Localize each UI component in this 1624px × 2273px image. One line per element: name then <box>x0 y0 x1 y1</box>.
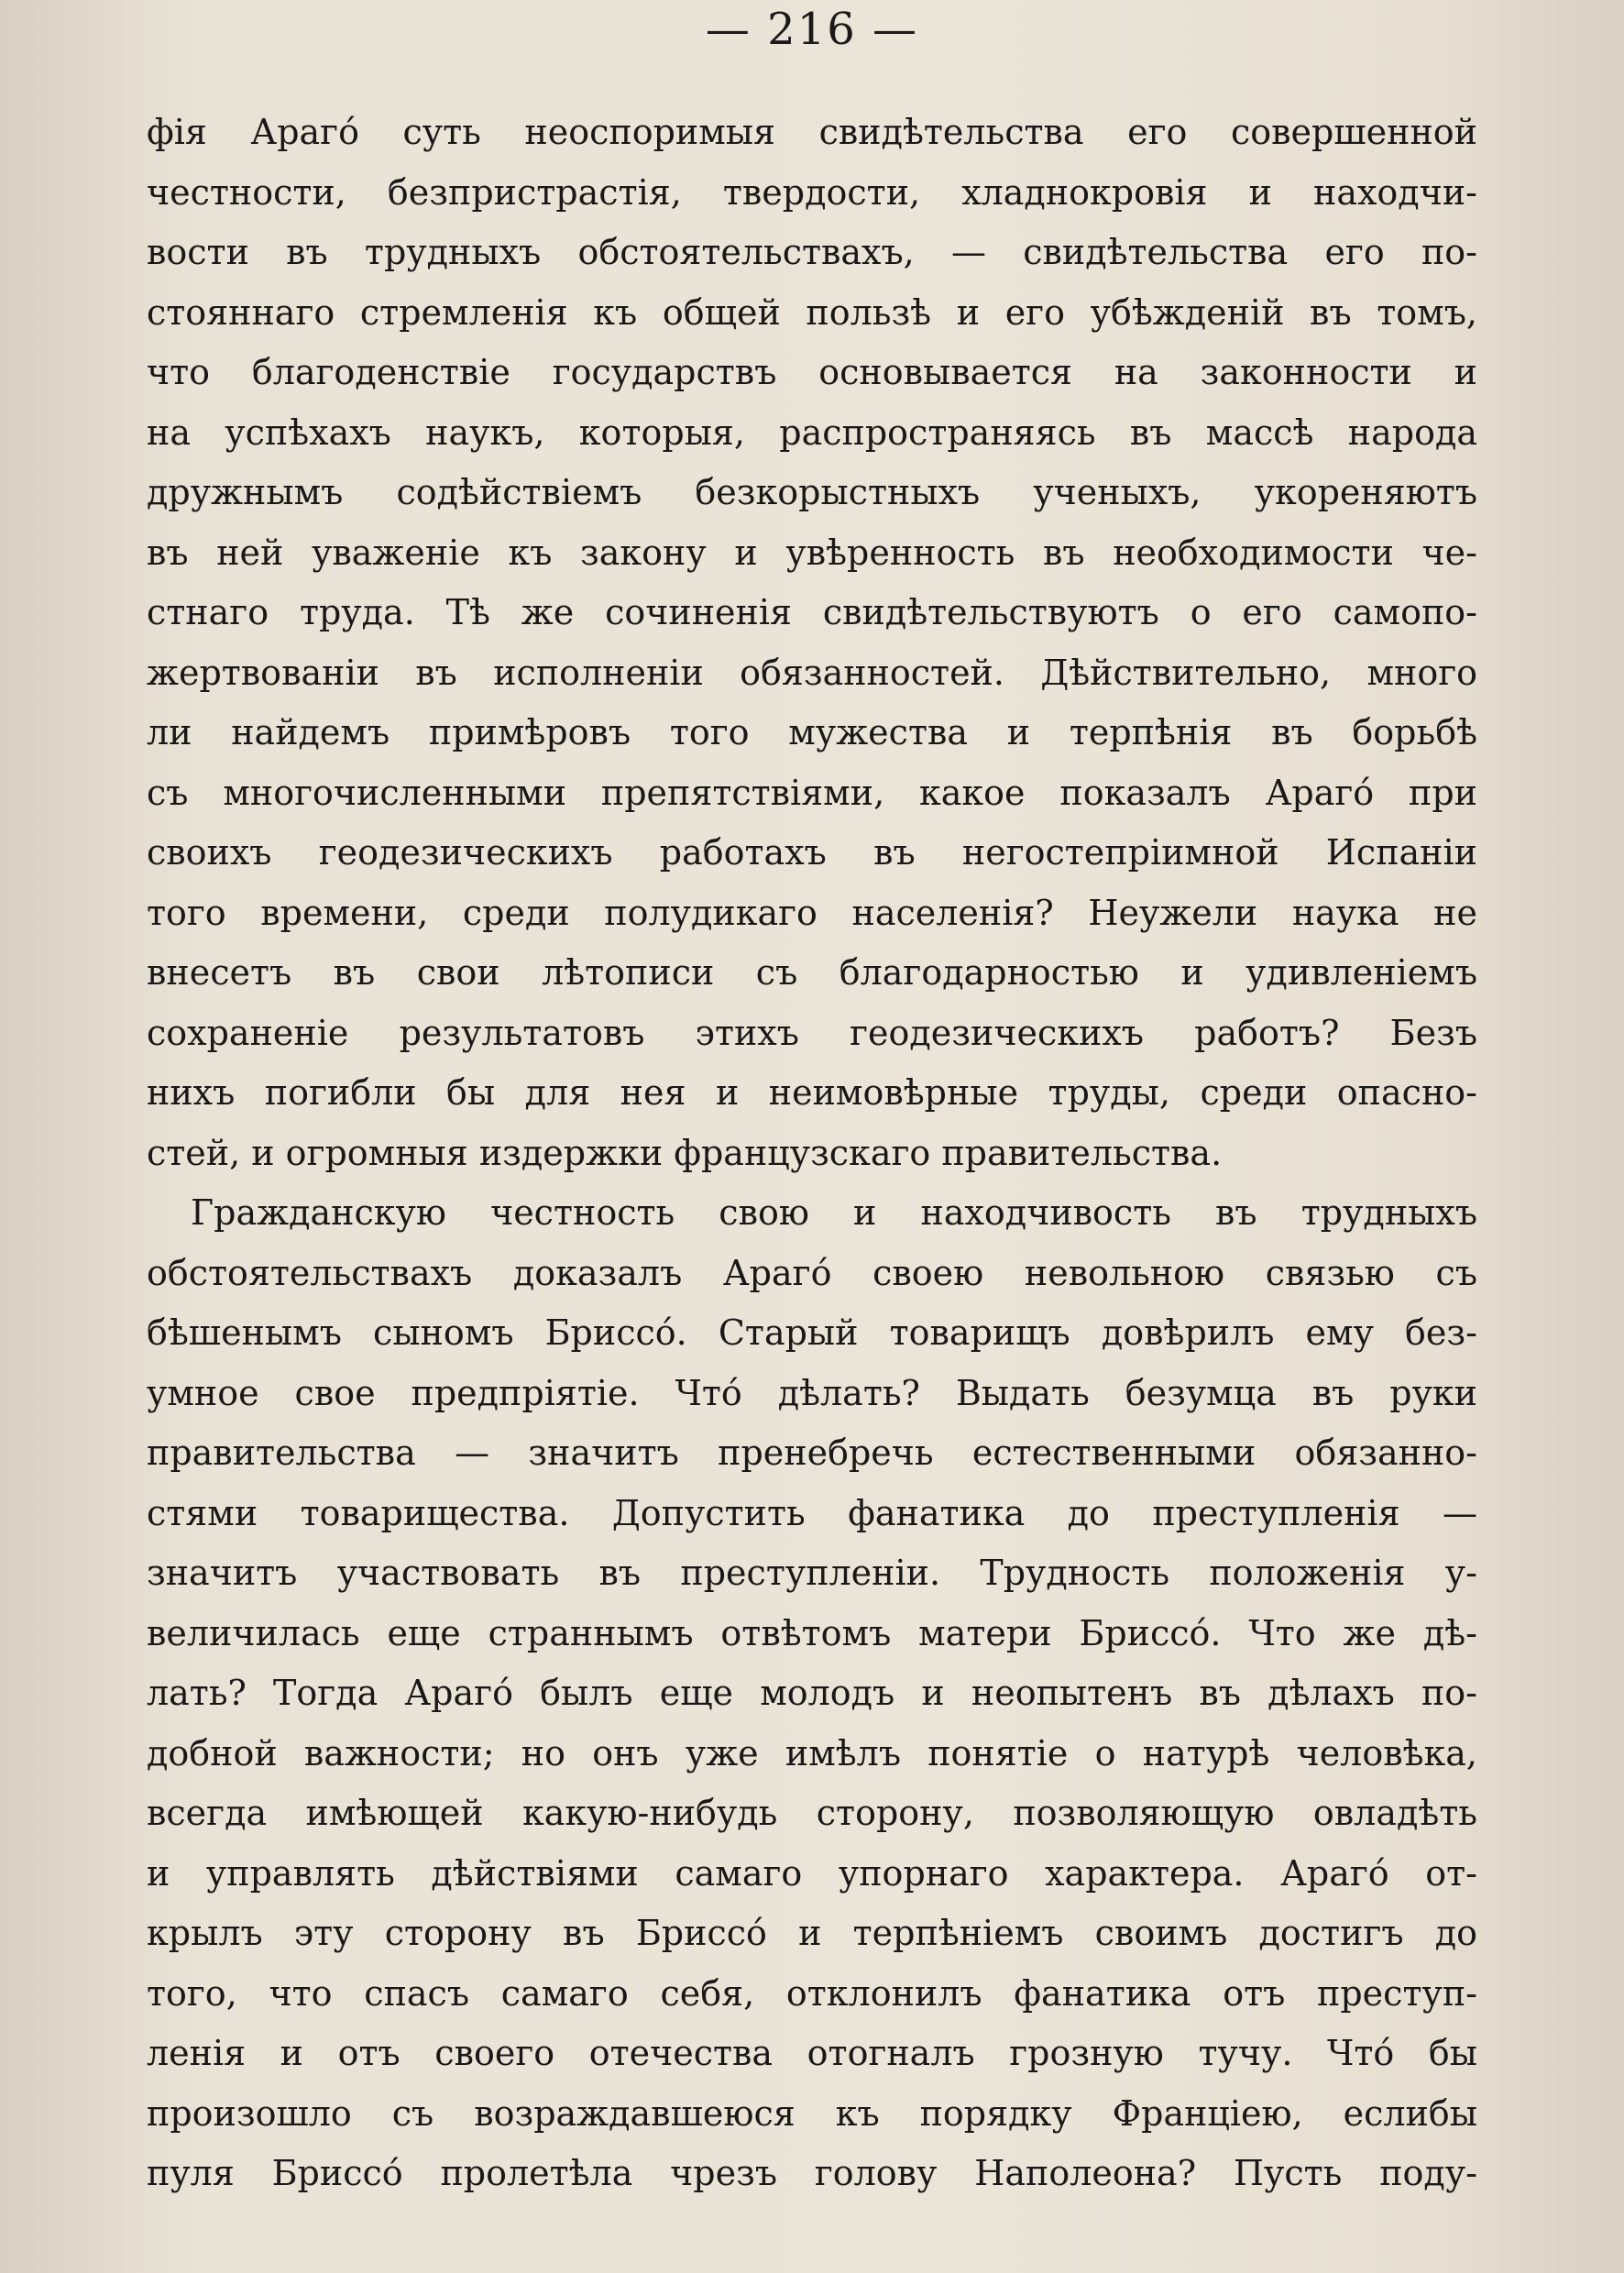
text-line: внесетъ въ свои лѣтописи съ благодарностью и удивленіемъ <box>147 952 1477 993</box>
text-line: того времени, среди полудикаго населенія? Неужели наука не <box>147 892 1477 933</box>
text-line: ли найдемъ примѣровъ того мужества и терпѣнія въ борьбѣ <box>147 712 1477 752</box>
text-line: ленія и отъ своего отечества отогналъ грозную тучу. Что́ бы <box>147 2033 1477 2073</box>
text-line: умное свое предпріятіе. Что́ дѣлать? Выдать безумца въ руки <box>147 1372 1477 1413</box>
paragraph-1 <box>147 103 1477 1183</box>
text-line: въ ней уваженіе къ закону и увѣренность въ необходимости че- <box>147 532 1477 573</box>
text-line: дружнымъ содѣйствіемъ безкорыстныхъ ученыхъ, укореняютъ <box>147 472 1477 512</box>
text-line: того, что спасъ самаго себя, отклонилъ фанатика отъ преступ- <box>147 1972 1477 2014</box>
text-line: фія Араго́ суть неоспоримыя свидѣтельства его совершенной <box>147 112 1477 152</box>
text-line: стей, и огромныя издержки французскаго правительства. <box>147 1132 1223 1173</box>
paragraph-2 <box>147 1183 1477 2204</box>
text-line: стнаго труда. Тѣ же сочиненія свидѣтельствуютъ о его самопо- <box>147 592 1477 632</box>
text-line: бѣшенымъ сыномъ Бриссо́. Старый товарищъ довѣрилъ ему без- <box>147 1312 1477 1353</box>
body-text <box>147 103 1477 2204</box>
text-line: нихъ погибли бы для нея и неимовѣрные труды, среди опасно- <box>147 1072 1477 1113</box>
text-line: своихъ геодезическихъ работахъ въ негостепріимной Испаніи <box>147 832 1477 873</box>
text-line: жертвованіи въ исполненіи обязанностей. Дѣйствительно, много <box>147 652 1477 693</box>
text-line: что благоденствіе государствъ основывается на законности и <box>147 352 1477 392</box>
text-line: величилась еще страннымъ отвѣтомъ матери Бриссо́. Что же дѣ- <box>147 1612 1477 1653</box>
text-line: на успѣхахъ наукъ, которыя, распространяясь въ массѣ народа <box>147 412 1477 453</box>
text-line: стями товарищества. Допустить фанатика до преступленія — <box>147 1492 1477 1533</box>
text-line: всегда имѣющей какую-нибудь сторону, позволяющую овладѣть <box>147 1793 1477 1833</box>
text-line: стояннаго стремленія къ общей пользѣ и его убѣжденій въ томъ, <box>147 291 1477 333</box>
text-line: обстоятельствахъ доказалъ Араго́ своею невольною связью съ <box>147 1252 1477 1293</box>
text-line: добной важности; но онъ уже имѣлъ понятіе о натурѣ человѣка, <box>147 1732 1477 1773</box>
text-line: сохраненіе результатовъ этихъ геодезическихъ работъ? Безъ <box>147 1012 1477 1053</box>
text-line: пуля Бриссо́ пролетѣла чрезъ голову Наполеона? Пусть поду- <box>147 2153 1477 2193</box>
text-line: Гражданскую честность свою и находчивость въ трудныхъ <box>191 1192 1477 1233</box>
text-line: крылъ эту сторону въ Бриссо́ и терпѣніемъ своимъ достигъ до <box>147 1913 1477 1953</box>
page-number: — 216 — <box>705 4 919 55</box>
text-line: лать? Тогда Араго́ былъ еще молодъ и неопытенъ въ дѣлахъ по- <box>147 1673 1477 1713</box>
text-line: честности, безпристрастія, твердости, хладнокровія и находчи- <box>147 171 1477 213</box>
text-line: съ многочисленными препятствіями, какое показалъ Араго́ при <box>147 772 1477 813</box>
text-line: значитъ участвовать въ преступленіи. Трудность положенія у- <box>147 1553 1477 1593</box>
text-line: вости въ трудныхъ обстоятельствахъ, — свидѣтельства его по- <box>147 232 1477 272</box>
text-line: произошло съ возраждавшеюся къ порядку Франціею, еслибы <box>147 2092 1477 2134</box>
text-line: правительства — значитъ пренебречь естественными обязанно- <box>147 1433 1477 1473</box>
text-line: и управлять дѣйствіями самаго упорнаго характера. Араго́ от- <box>147 1852 1477 1894</box>
